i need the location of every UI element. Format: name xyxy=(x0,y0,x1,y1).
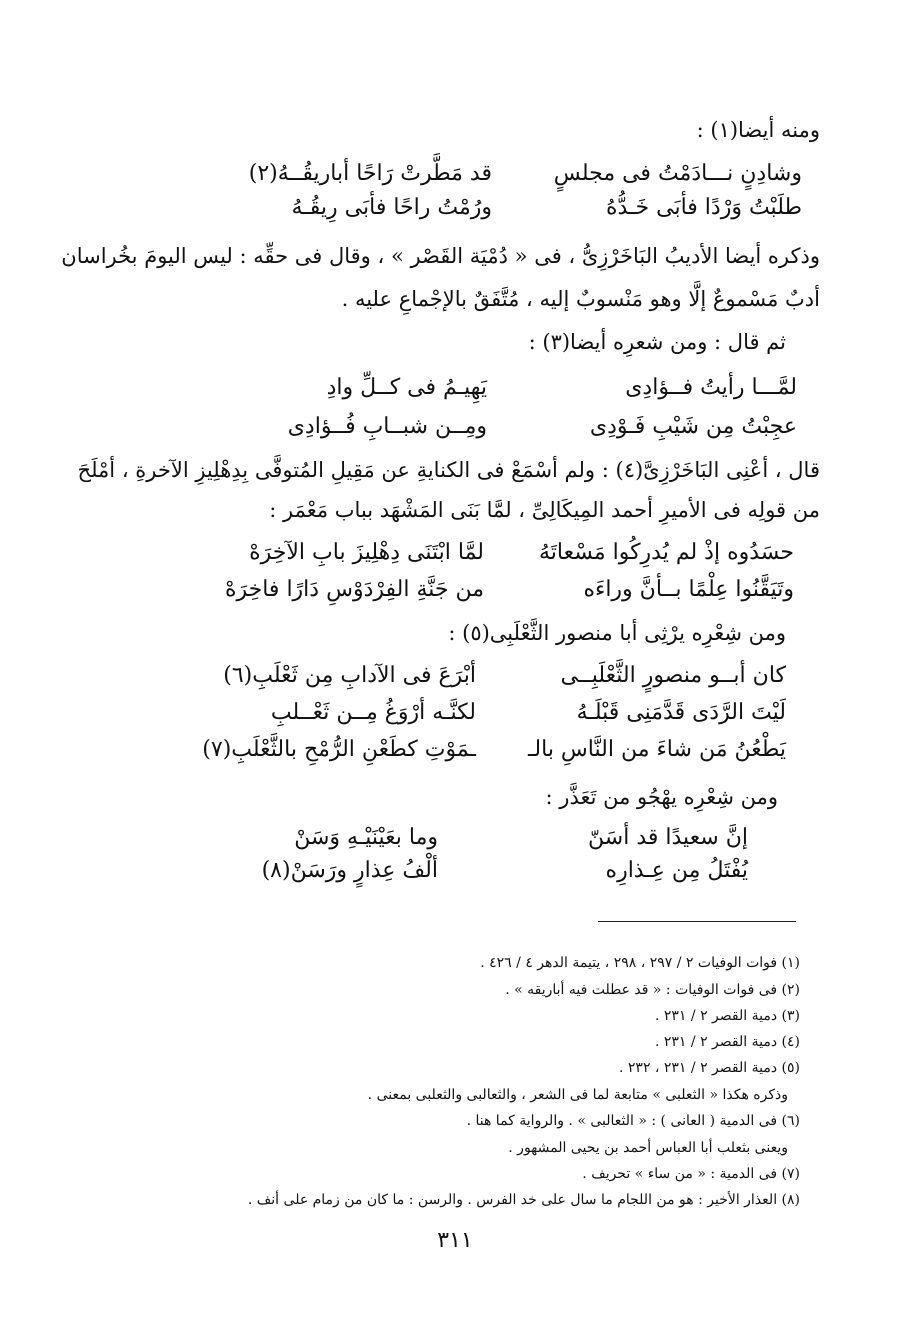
footnote-continuation: وذكره هكذا « الثعلبى » متابعة لما فى الشعر ، والثعالبى والثعلبى بمعنى . xyxy=(367,1087,788,1103)
verse-line xyxy=(48,855,748,887)
verse-line xyxy=(86,697,786,729)
verse-line xyxy=(102,158,802,190)
paragraph-line: أدبٌ مَسْموعٌ إلَّا وهو مَنْسوبٌ إليه ، مُتَّفَقٌ بالإجْماعِ عليه . xyxy=(341,287,820,311)
footnote: (١) فوات الوفيات ٢ / ٢٩٧ ، ٢٩٨ ، يتيمة الدهر ٤ / ٤٢٦ . xyxy=(480,955,800,971)
verse-first-hemistich: كان أبــو منصورٍ الثَّعْلَبِــى xyxy=(560,663,786,688)
footnote: (٣) دمية القصر ٢ / ٢٣١ . xyxy=(654,1008,800,1024)
verse-first-hemistich: حسَدُوه إذْ لم يُدرِكُوا مَسْعاتَهُ xyxy=(538,540,794,565)
verse-line xyxy=(102,192,802,224)
verse-second-hemistich: ورُمْتُ راحًا فأبَى رِيقُـهُ xyxy=(291,195,492,220)
section-intro: ومن شِعْرِه يهْجُو من تَعَذَّر : xyxy=(545,785,778,809)
footnote-separator xyxy=(598,921,796,922)
verse-line xyxy=(48,822,748,854)
verse-first-hemistich: يَطْعُنُ مَن شاءَ من النَّاسِ بالـ xyxy=(527,737,786,762)
verse-first-hemistich: يُفْتَلُ مِن عِـذارِه xyxy=(605,858,748,883)
page-number: ٣١١ xyxy=(437,1228,473,1253)
verse-second-hemistich: من جَنَّةِ الفِرْدَوْسِ دَارًا فاخِرَهْ xyxy=(224,577,484,602)
verse-second-hemistich: لكنَّـه أرْوَغُ مِــن ثَعْــلبِ xyxy=(270,700,476,725)
section-intro: ومن شِعْرِه يرْثِى أبا منصور الثَّعْلَبِى(٥) : xyxy=(448,621,786,645)
verse-line xyxy=(97,411,797,443)
verse-second-hemistich: أبْرَعَ فى الآدابِ مِن ثَعْلَبِ(٦) xyxy=(223,663,476,688)
verse-second-hemistich: يَهِيـمُ فى كــلِّ وادِ xyxy=(326,375,487,400)
verse-first-hemistich: طلَبْتُ وَرْدًا فأبَى خَـدُّهُ xyxy=(606,195,802,220)
paragraph-line: وذكره أيضا الأديبُ البَاخَرْزِىُّ ، فى « دُمْيَة القَصْر » ، وقال فى حقِّه : ليس اليومَ بخُراسان xyxy=(61,244,820,268)
verse-first-hemistich: لَيْتَ الرَّدَى قَدَّمَنِى قَبْلَـهُ xyxy=(576,700,786,725)
verse-first-hemistich: إنَّ سعيدًا قد أسَنّ xyxy=(588,825,748,850)
verse-line xyxy=(94,574,794,606)
footnote: (٥) دمية القصر ٢ / ٢٣١ ، ٢٣٢ . xyxy=(619,1060,800,1076)
verse-line xyxy=(86,660,786,692)
footnote-continuation: ويعنى بثعلب أبا العباس أحمد بن يحيى المشهور . xyxy=(508,1140,788,1156)
footnote: (٦) فى الدمية ( العانى ) : « الثعالبى » . والرواية كما هنا . xyxy=(466,1113,800,1129)
footnote: (٤) دمية القصر ٢ / ٢٣١ . xyxy=(654,1034,800,1050)
paragraph-line: من قولِه فى الأميرِ أحمد المِيكَالِىِّ ، لمَّا بَنَى المَشْهَد بباب مَعْمَر : xyxy=(269,498,820,522)
verse-second-hemistich: ألْفُ عِذارٍ ورَسَنْ(٨) xyxy=(261,858,438,883)
verse-line xyxy=(94,537,794,569)
paragraph-line: قال ، أعْنِى البَاخَرْزِىَّ(٤) : ولم أسْمَعْ فى الكنايةِ عن مَقِيلِ المُتوفَّى بِدِهْلِيزِ الآخرةِ ، أمْلَحَ xyxy=(77,458,820,482)
verse-line xyxy=(86,734,786,766)
footnote: (٨) العذار الأخير : هو من اللجام ما سال على خد الفرس . والرسن : ما كان من زمام على أنف . xyxy=(247,1192,800,1208)
verse-first-hemistich: لمَّـــا رأيتُ فــؤادِى xyxy=(625,375,797,400)
verse-first-hemistich: عجِبْتُ مِن شَيْبِ فَـوْدِى xyxy=(589,414,797,439)
footnote: (٢) فى فوات الوفيات : « قد عطلت فيه أباريقه » . xyxy=(505,982,800,998)
verse-second-hemistich: وما بعَيْنَيْـهِ وَسَنْ xyxy=(294,825,438,850)
verse-second-hemistich: لمَّا ابْتَنَى دِهْلِيزَ بابِ الآخِرَهْ xyxy=(249,540,484,565)
verse-second-hemistich: ـمَوْتِ كطَعْنِ الرُّمْحِ بالثَّعْلَبِ(٧) xyxy=(202,737,476,762)
section-intro: ومنه أيضا(١) : xyxy=(696,118,820,142)
verse-second-hemistich: ومِــن شبــابِ فُــؤادِى xyxy=(287,414,487,439)
verse-first-hemistich: وشادِنٍ نـــادَمْتُ فى مجلسٍ xyxy=(553,161,802,186)
verse-first-hemistich: وتَيَقَّنُوا عِلْمًا بــأنَّ وراءَه xyxy=(583,577,794,602)
verse-second-hemistich: قد مَطَّرتْ رَاحًا أباريقُــهُ(٢) xyxy=(248,161,492,186)
verse-line xyxy=(97,372,797,404)
section-intro: ثم قال : ومن شعرِه أيضا(٣) : xyxy=(528,330,786,354)
footnote: (٧) فى الدمية : « من ساء » تحريف . xyxy=(582,1166,800,1182)
